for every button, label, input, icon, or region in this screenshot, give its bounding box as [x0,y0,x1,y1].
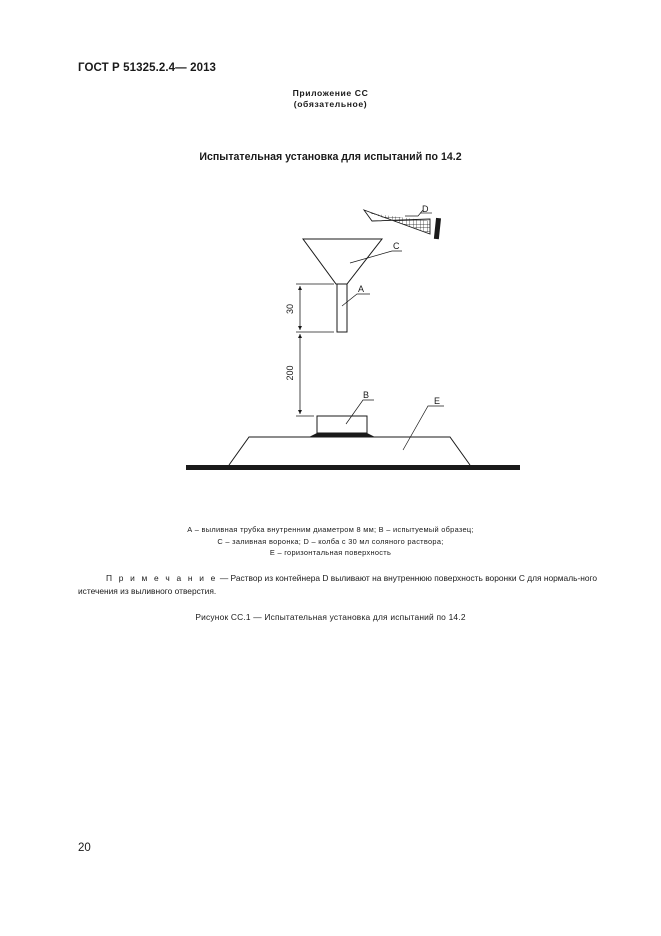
label-d: D [422,204,429,214]
label-e: E [434,396,441,406]
outlet-tube [337,284,347,332]
label-b: B [363,390,370,400]
figure-title: Испытательная установка для испытаний по 14.2 [199,151,462,163]
appendix-title: Приложение СС [292,88,369,98]
standard-number: ГОСТ Р 51325.2.4— 2013 [78,62,217,74]
saline-flask [364,210,441,239]
test-specimen [309,416,375,437]
page-number: 20 [78,842,91,854]
legend-line-3: Е – горизонтальная поверхность [269,548,392,557]
dimension-30: 30 [285,303,295,315]
figure-caption: Рисунок СС.1 — Испытательная установка для испытаний по 14.2 [195,612,466,622]
dimension-lines [296,284,334,416]
note-text: — Раствор из контейнера D выливают на внутреннюю поверхность воронки С для нормаль-ного истечения из выливного отверстия. [78,573,598,596]
dimension-200: 200 [285,365,295,381]
legend-line-1: А – выливная трубка внутренним диаметром 8 мм; В – испытуемый образец; [187,525,474,534]
legend-line-2: С – заливная воронка; D – колба с 30 мл соляного раствора; [217,537,444,546]
appendix-status: (обязательное) [293,99,368,109]
note-paragraph [78,572,608,598]
label-c: C [393,241,400,251]
note-prefix: П р и м е ч а н и е [106,573,218,583]
funnel [303,239,382,284]
label-a: A [358,284,365,294]
horizontal-surface [186,437,520,470]
